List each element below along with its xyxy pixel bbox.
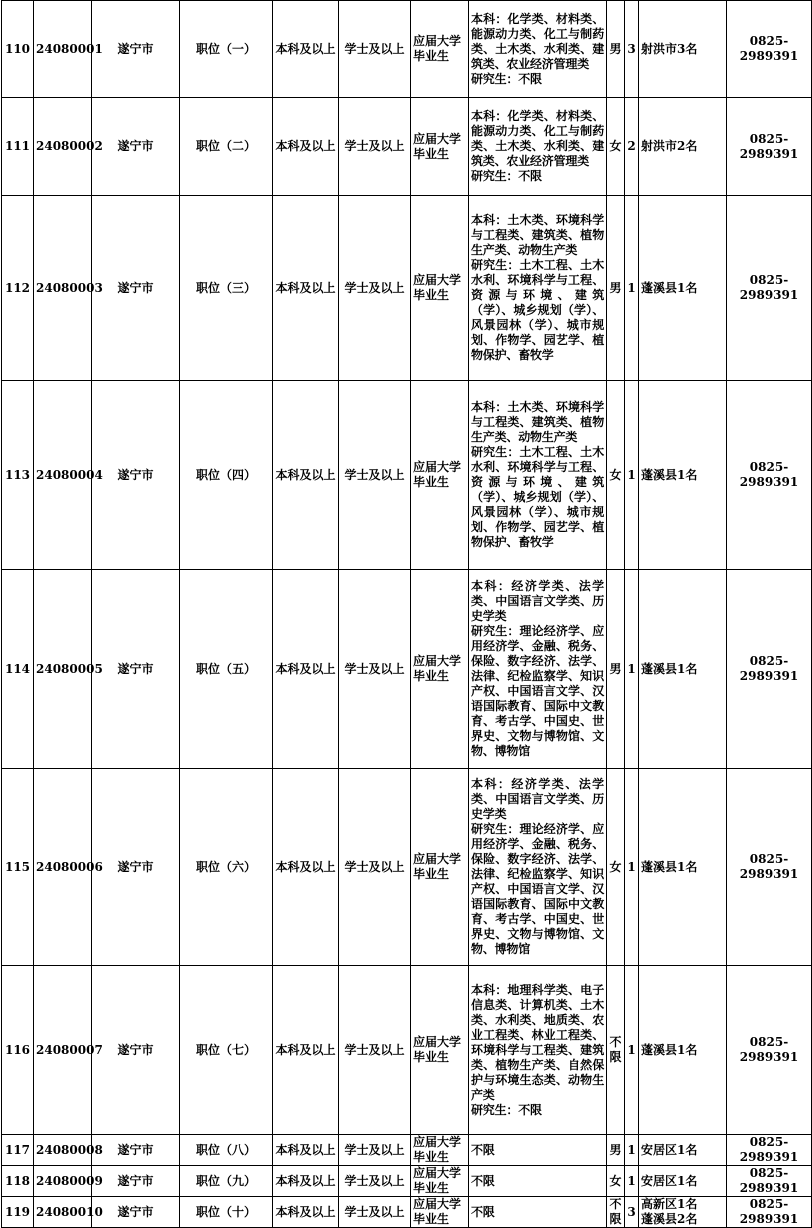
job-position: 职位（二） <box>180 98 273 196</box>
contact-phone: 0825-2989391 <box>727 1166 812 1197</box>
hire-count: 1 <box>625 966 639 1135</box>
education-req: 本科及以上 <box>273 1166 339 1197</box>
table-row <box>2 1197 812 1228</box>
education-req: 本科及以上 <box>273 1 339 98</box>
job-position: 职位（三） <box>180 196 273 381</box>
contact-phone: 0825-2989391 <box>727 381 812 570</box>
gender-req: 男 <box>607 1135 625 1166</box>
table-row <box>2 769 812 966</box>
row-seq: 112 <box>2 196 34 381</box>
recruit-city: 遂宁市 <box>92 1197 180 1228</box>
education-req: 本科及以上 <box>273 98 339 196</box>
work-location: 射洪市3名 <box>639 1 727 98</box>
hire-count: 1 <box>625 1135 639 1166</box>
recruit-city: 遂宁市 <box>92 1135 180 1166</box>
contact-phone: 0825-2989391 <box>727 769 812 966</box>
gender-req: 女 <box>607 381 625 570</box>
recruit-city: 遂宁市 <box>92 381 180 570</box>
contact-phone: 0825-2989391 <box>727 98 812 196</box>
job-position: 职位（八） <box>180 1135 273 1166</box>
candidate-source: 应届大学毕业生 <box>411 98 469 196</box>
row-seq: 115 <box>2 769 34 966</box>
table-row <box>2 381 812 570</box>
work-location: 蓬溪县1名 <box>639 381 727 570</box>
job-position: 职位（六） <box>180 769 273 966</box>
candidate-source: 应届大学毕业生 <box>411 769 469 966</box>
table-row <box>2 98 812 196</box>
row-seq: 111 <box>2 98 34 196</box>
candidate-source: 应届大学毕业生 <box>411 966 469 1135</box>
gender-req: 女 <box>607 769 625 966</box>
table-row <box>2 1135 812 1166</box>
degree-req: 学士及以上 <box>339 381 411 570</box>
contact-phone: 0825-2989391 <box>727 1 812 98</box>
major-req: 不限 <box>469 1135 607 1166</box>
work-location: 蓬溪县1名 <box>639 196 727 381</box>
job-position: 职位（九） <box>180 1166 273 1197</box>
gender-req: 男 <box>607 1 625 98</box>
hire-count: 1 <box>625 381 639 570</box>
row-seq: 117 <box>2 1135 34 1166</box>
job-code: 24080010 <box>34 1197 92 1228</box>
row-seq: 116 <box>2 966 34 1135</box>
hire-count: 2 <box>625 98 639 196</box>
table-row <box>2 196 812 381</box>
work-location: 蓬溪县1名 <box>639 966 727 1135</box>
recruitment-table <box>1 0 812 1228</box>
job-position: 职位（七） <box>180 966 273 1135</box>
candidate-source: 应届大学毕业生 <box>411 381 469 570</box>
recruit-city: 遂宁市 <box>92 1166 180 1197</box>
work-location: 蓬溪县1名 <box>639 570 727 769</box>
recruit-city: 遂宁市 <box>92 570 180 769</box>
education-req: 本科及以上 <box>273 570 339 769</box>
hire-count: 1 <box>625 570 639 769</box>
work-location: 安居区1名 <box>639 1135 727 1166</box>
recruit-city: 遂宁市 <box>92 196 180 381</box>
education-req: 本科及以上 <box>273 966 339 1135</box>
education-req: 本科及以上 <box>273 196 339 381</box>
candidate-source: 应届大学毕业生 <box>411 1197 469 1228</box>
degree-req: 学士及以上 <box>339 570 411 769</box>
education-req: 本科及以上 <box>273 1135 339 1166</box>
work-location: 高新区1名 蓬溪县2名 <box>639 1197 727 1228</box>
degree-req: 学士及以上 <box>339 1197 411 1228</box>
recruit-city: 遂宁市 <box>92 769 180 966</box>
job-code: 24080006 <box>34 769 92 966</box>
hire-count: 1 <box>625 769 639 966</box>
row-seq: 119 <box>2 1197 34 1228</box>
row-seq: 110 <box>2 1 34 98</box>
hire-count: 3 <box>625 1197 639 1228</box>
contact-phone: 0825-2989391 <box>727 570 812 769</box>
gender-req: 女 <box>607 1166 625 1197</box>
contact-phone: 0825-2989391 <box>727 966 812 1135</box>
hire-count: 1 <box>625 1166 639 1197</box>
job-position: 职位（十） <box>180 1197 273 1228</box>
candidate-source: 应届大学毕业生 <box>411 570 469 769</box>
hire-count: 1 <box>625 196 639 381</box>
work-location: 安居区1名 <box>639 1166 727 1197</box>
job-position: 职位（四） <box>180 381 273 570</box>
major-req: 本科：化学类、材料类、能源动力类、化工与制药类、土木类、水利类、建筑类、农业经济管理类 研究生：不限 <box>469 1 607 98</box>
gender-req: 男 <box>607 196 625 381</box>
candidate-source: 应届大学毕业生 <box>411 1135 469 1166</box>
major-req: 本科：土木类、环境科学与工程类、建筑类、植物生产类、动物生产类 研究生：土木工程、土木水利、环境科学与工程、资源与环境、建筑（学）、城乡规划（学）、风景园林（学）、城市规划、作物学、园艺学、植物保护、畜牧学 <box>469 381 607 570</box>
job-code: 24080009 <box>34 1166 92 1197</box>
gender-req: 女 <box>607 98 625 196</box>
candidate-source: 应届大学毕业生 <box>411 1166 469 1197</box>
education-req: 本科及以上 <box>273 381 339 570</box>
job-code: 24080005 <box>34 570 92 769</box>
major-req: 本科：经济学类、法学类、中国语言文学类、历史学类 研究生：理论经济学、应用经济学、金融、税务、保险、数字经济、法学、法律、纪检监察学、知识产权、中国语言文学、汉语国际教育、国际中文教育、考古学、中国史、世界史、文物与博物馆、文物、博物馆 <box>469 769 607 966</box>
job-code: 24080001 <box>34 1 92 98</box>
degree-req: 学士及以上 <box>339 98 411 196</box>
contact-phone: 0825-2989391 <box>727 1135 812 1166</box>
gender-req: 不限 <box>607 966 625 1135</box>
major-req: 本科：化学类、材料类、能源动力类、化工与制药类、土木类、水利类、建筑类、农业经济管理类 研究生：不限 <box>469 98 607 196</box>
recruit-city: 遂宁市 <box>92 98 180 196</box>
degree-req: 学士及以上 <box>339 769 411 966</box>
major-req: 不限 <box>469 1166 607 1197</box>
table-row <box>2 570 812 769</box>
education-req: 本科及以上 <box>273 1197 339 1228</box>
job-code: 24080003 <box>34 196 92 381</box>
education-req: 本科及以上 <box>273 769 339 966</box>
table-row <box>2 1166 812 1197</box>
degree-req: 学士及以上 <box>339 966 411 1135</box>
major-req: 本科：地理科学类、电子信息类、计算机类、土木类、水利类、地质类、农业工程类、林业工程类、环境科学与工程类、建筑类、植物生产类、自然保护与环境生态类、动物生产类 研究生：不限 <box>469 966 607 1135</box>
contact-phone: 0825-2989391 <box>727 196 812 381</box>
job-code: 24080008 <box>34 1135 92 1166</box>
degree-req: 学士及以上 <box>339 196 411 381</box>
candidate-source: 应届大学毕业生 <box>411 196 469 381</box>
job-code: 24080002 <box>34 98 92 196</box>
work-location: 射洪市2名 <box>639 98 727 196</box>
major-req: 本科：经济学类、法学类、中国语言文学类、历史学类 研究生：理论经济学、应用经济学、金融、税务、保险、数字经济、法学、法律、纪检监察学、知识产权、中国语言文学、汉语国际教育、国际中文教育、考古学、中国史、世界史、文物与博物馆、文物、博物馆 <box>469 570 607 769</box>
recruit-city: 遂宁市 <box>92 966 180 1135</box>
job-code: 24080007 <box>34 966 92 1135</box>
recruit-city: 遂宁市 <box>92 1 180 98</box>
candidate-source: 应届大学毕业生 <box>411 1 469 98</box>
contact-phone: 0825-2989391 <box>727 1197 812 1228</box>
major-req: 本科：土木类、环境科学与工程类、建筑类、植物生产类、动物生产类 研究生：土木工程、土木水利、环境科学与工程、资源与环境、建筑（学）、城乡规划（学）、风景园林（学）、城市规划、作物学、园艺学、植物保护、畜牧学 <box>469 196 607 381</box>
row-seq: 118 <box>2 1166 34 1197</box>
table-row <box>2 966 812 1135</box>
table-row <box>2 1 812 98</box>
job-position: 职位（五） <box>180 570 273 769</box>
degree-req: 学士及以上 <box>339 1166 411 1197</box>
work-location: 蓬溪县1名 <box>639 769 727 966</box>
row-seq: 113 <box>2 381 34 570</box>
degree-req: 学士及以上 <box>339 1 411 98</box>
row-seq: 114 <box>2 570 34 769</box>
job-code: 24080004 <box>34 381 92 570</box>
job-position: 职位（一） <box>180 1 273 98</box>
gender-req: 不限 <box>607 1197 625 1228</box>
hire-count: 3 <box>625 1 639 98</box>
degree-req: 学士及以上 <box>339 1135 411 1166</box>
gender-req: 男 <box>607 570 625 769</box>
major-req: 不限 <box>469 1197 607 1228</box>
